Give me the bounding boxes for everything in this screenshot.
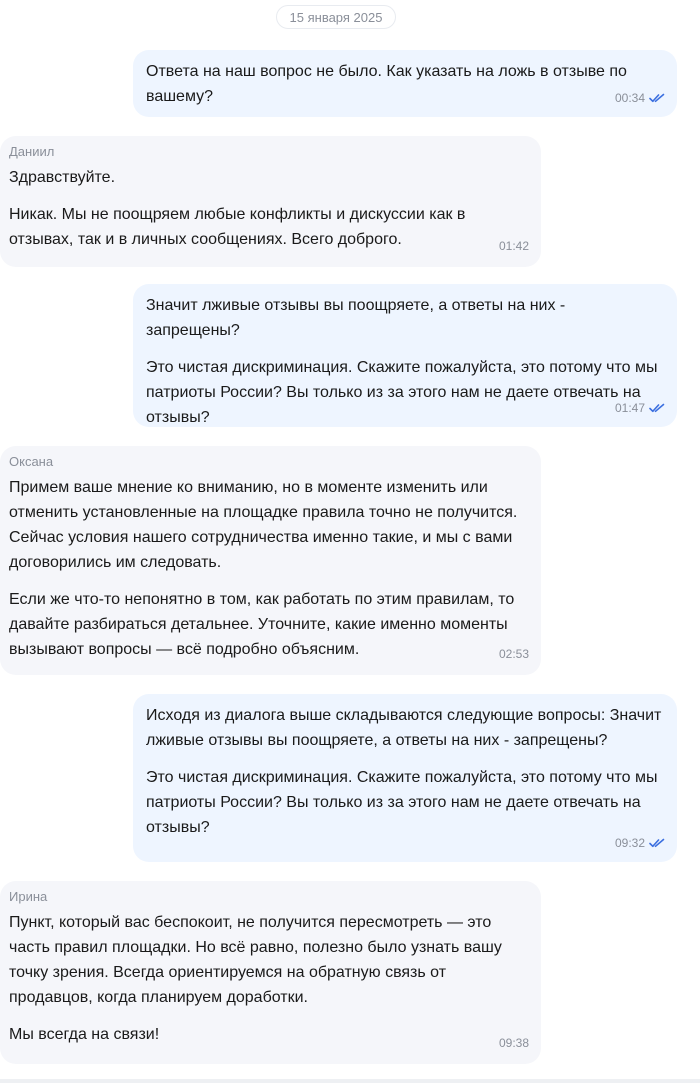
message-incoming[interactable]: [0, 446, 541, 675]
message-text: Это чистая дискриминация. Скажите пожалуйста, это потому что мы патриоты России? Вы только из за этого нам не даете отвечать на отзывы?: [146, 359, 658, 426]
message-meta: [615, 836, 665, 850]
sender-name: Оксана: [9, 454, 54, 469]
message-time: 01:47: [614, 401, 645, 415]
message-meta: [499, 647, 529, 661]
double-check-icon: [649, 403, 665, 413]
message-time: 09:38: [498, 1036, 529, 1050]
message-meta: [615, 401, 665, 415]
message-time: 01:42: [498, 239, 529, 253]
message-text: Пункт, который вас беспокоит, не получится пересмотреть — это часть правил площадки. Но всё равно, полезно было узнать вашу точку зрения. Всегда ориентируемся на обратную связь от продавцов, когда планируем доработки.: [9, 914, 502, 1006]
double-check-icon: [649, 838, 665, 848]
message-time: 00:34: [614, 91, 645, 105]
message-time: 02:53: [498, 647, 529, 661]
message-text: Мы всегда на связи!: [9, 1026, 160, 1043]
message-time: 09:32: [614, 836, 645, 850]
message-outgoing[interactable]: [133, 694, 677, 862]
message-text: Никак. Мы не поощряем любые конфликты и дискуссии как в отзывах, так и в личных сообщениях. Всего доброго.: [9, 206, 466, 248]
message-meta: [499, 1036, 529, 1050]
sender-name: Даниил: [9, 144, 55, 159]
message-incoming[interactable]: [0, 881, 541, 1064]
message-text: Здравствуйте.: [9, 169, 116, 186]
message-text: Это чистая дискриминация. Скажите пожалуйста, это потому что мы патриоты России? Вы только из за этого нам не даете отвечать на отзывы?: [146, 769, 658, 836]
message-text: Примем ваше мнение ко вниманию, но в моменте изменить или отменить установленные на площадке правила точно не получится. Сейчас условия нашего сотрудничества именно такие, и мы с вами договорились им следовать.: [9, 479, 518, 571]
message-outgoing[interactable]: [133, 284, 677, 427]
message-text: Если же что-то непонятно в том, как работать по этим правилам, то давайте разбираться детальнее. Уточните, какие именно моменты вызывают вопросы — всё подробно объясним.: [9, 591, 515, 658]
message-text: Исходя из диалога выше складываются следующие вопросы: Значит лживые отзывы вы поощряете, а ответы на них - запрещены?: [146, 707, 662, 749]
message-incoming[interactable]: [0, 136, 541, 267]
message-text: Ответа на наш вопрос не было. Как указать на ложь в отзыве по вашему?: [146, 63, 627, 105]
sender-name: Ирина: [9, 889, 48, 904]
message-meta: [615, 91, 665, 105]
double-check-icon: [649, 93, 665, 103]
message-outgoing[interactable]: [133, 50, 677, 117]
divider: [0, 1079, 700, 1083]
date-separator: 15 января 2025: [276, 5, 396, 29]
message-text: Значит лживые отзывы вы поощряете, а ответы на них - запрещены?: [146, 297, 566, 339]
message-meta: [499, 239, 529, 253]
